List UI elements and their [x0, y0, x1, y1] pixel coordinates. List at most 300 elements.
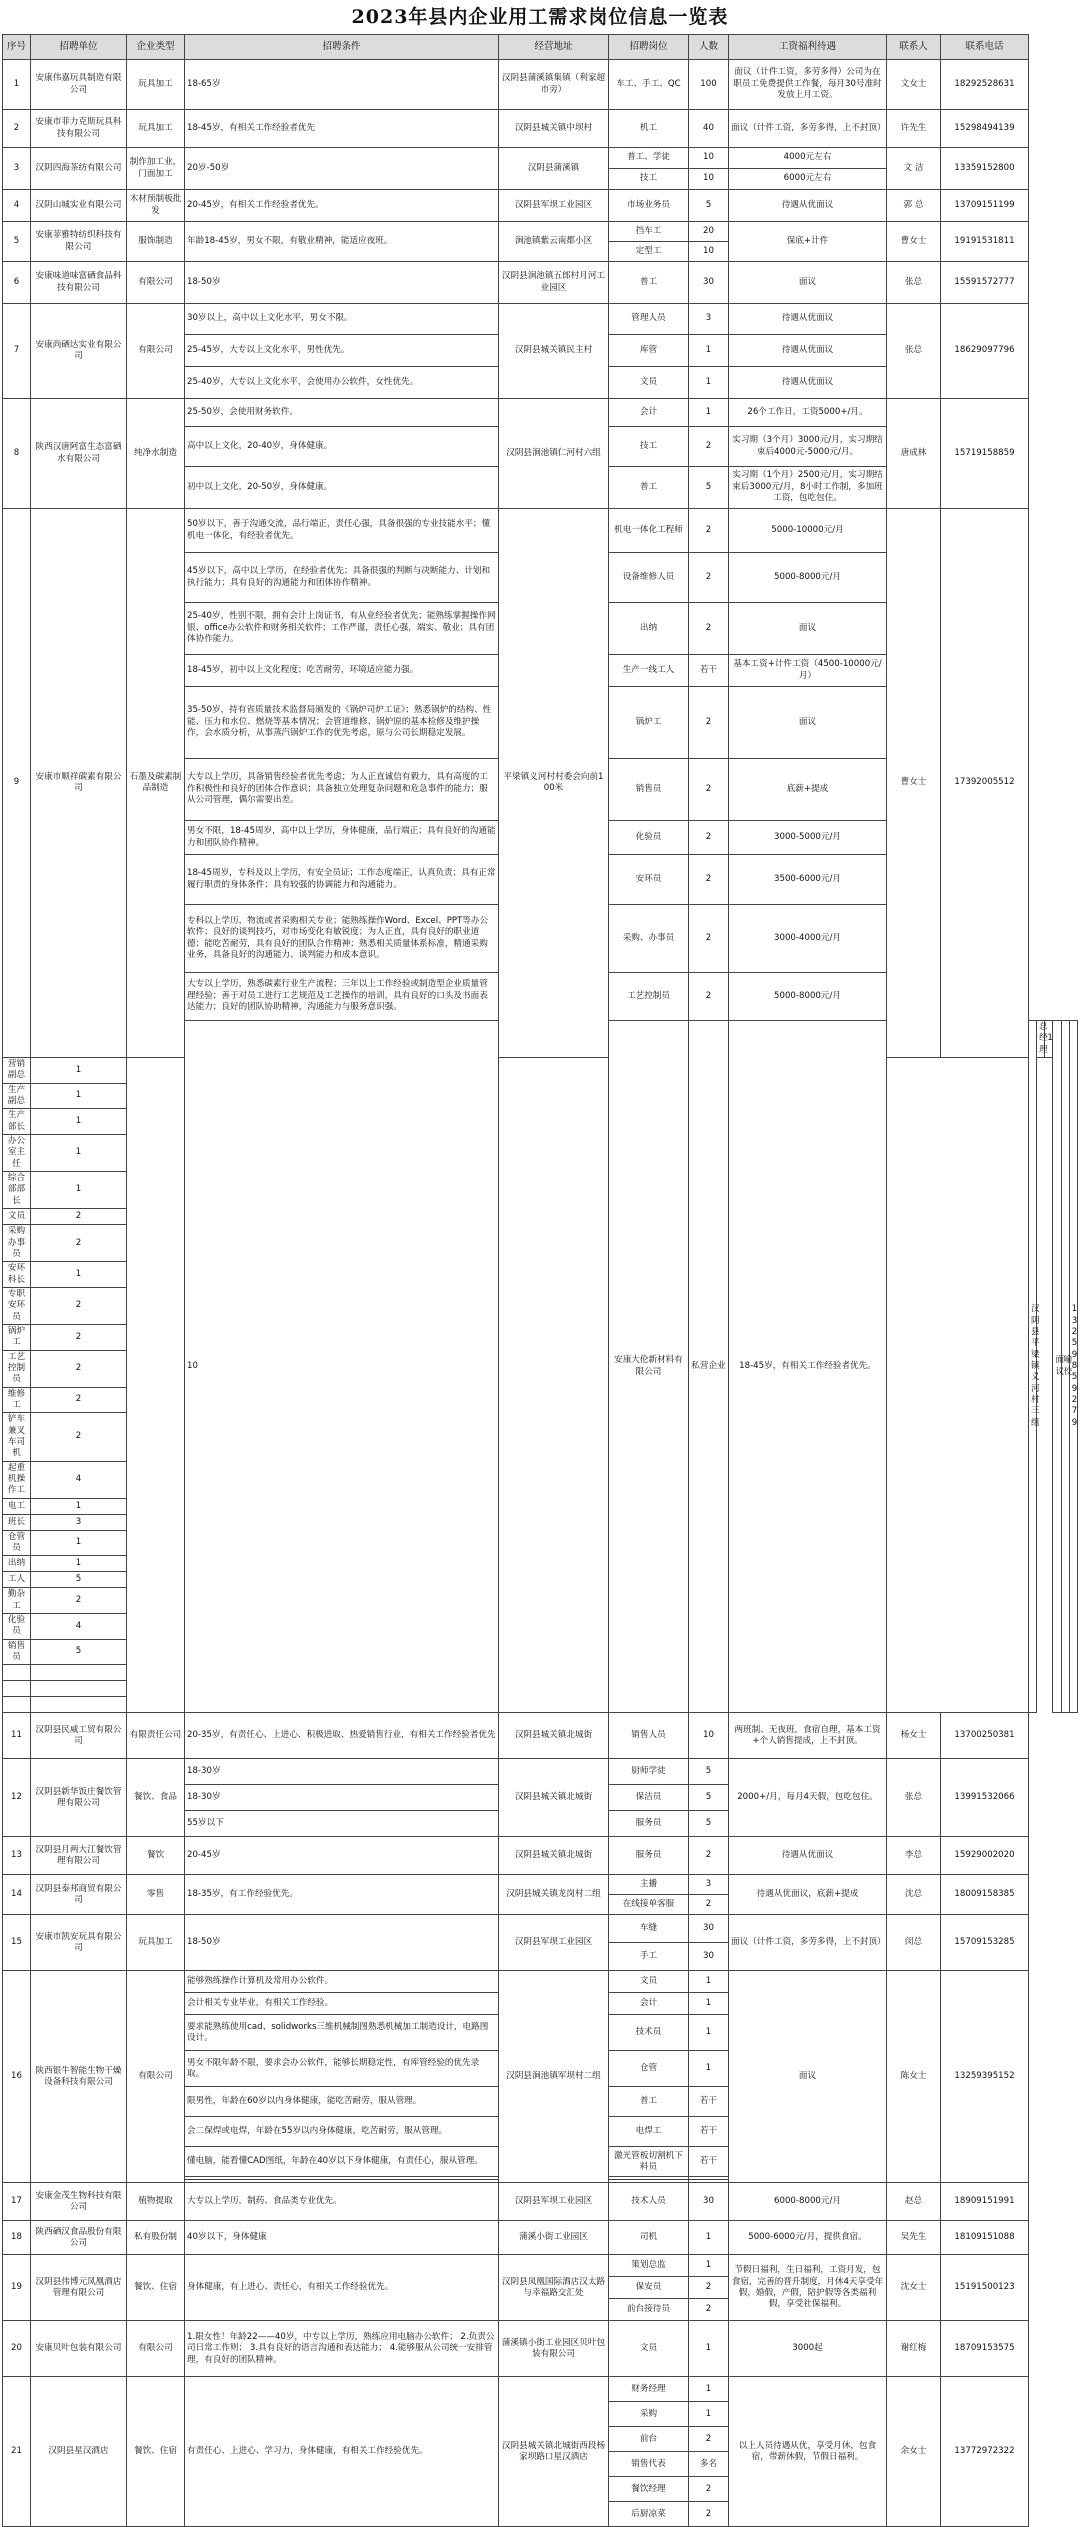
requirements-cell: 专科以上学历，物流或者采购相关专业；能熟练操作Word、Excel、PPT等办公软件；良好的谈判技巧，对市场变化有敏锐度；为人正直，具有良好的职业道德；能吃苦耐劳，具有良好的团队合作精神；熟悉相关质量体系标准，精通采购业务，具备良好的沟通能力、谈判能力和成本意识。 [185, 905, 499, 973]
salary-cell: 面议 [729, 262, 887, 304]
table-row [3, 1681, 1078, 1697]
position-cell: 安环员 [609, 855, 689, 905]
position-cell: 后厨凉菜 [609, 2502, 689, 2527]
position-cell: 车缝 [609, 1915, 689, 1943]
phone-cell: 18709153575 [941, 2321, 1029, 2377]
salary-cell: 面议 [729, 603, 887, 655]
table-row [3, 1225, 1078, 1262]
count-cell: 2 [689, 821, 729, 855]
company-cell: 安康味道味富硒食品科技有限公司 [31, 262, 127, 304]
count-cell: 2 [689, 973, 729, 1021]
position-cell: 服务员 [609, 1811, 689, 1837]
salary-cell: 待遇从优面议 [729, 335, 887, 367]
table-row [3, 148, 1078, 169]
company-cell: 汉阴县新华饭庄餐饮管理有限公司 [31, 1759, 127, 1837]
position-cell: 技工 [609, 169, 689, 190]
table-row [3, 1058, 1078, 1084]
seq-cell: 4 [3, 190, 31, 222]
table-row [3, 2377, 1078, 2402]
count-cell: 10 [689, 1713, 729, 1759]
table-row [3, 1875, 1078, 1895]
salary-cell: 面议 [729, 1971, 887, 2183]
seq-cell: 班长 [3, 1514, 31, 1530]
address-cell: 汉阴县城关镇中坝村 [499, 110, 609, 148]
company-cell [31, 1681, 127, 1697]
position-cell: 普工 [609, 2087, 689, 2117]
count-cell: 5 [689, 1759, 729, 1785]
table-row [3, 1588, 1078, 1614]
seq-cell: 电工 [3, 1498, 31, 1514]
table-row [3, 110, 1078, 148]
table-cell: 汉阴县平梁镇义河村三组 [1029, 1021, 1037, 1713]
requirements-cell: 1.限女性！年龄22——40岁，中专以上学历，熟练应用电脑办公软件； 2.负责公司日常工作则； 3.具有良好的语言沟通和表达能力； 4.能够服从公司统一安排管理，有良好的团队精神。 [185, 2321, 499, 2377]
phone-cell: 18009158385 [941, 1875, 1029, 1915]
requirements-cell: 50岁以下，善于沟通交流，品行端正，责任心强，具备很强的专业技能水平；懂机电一体化，有经验者优先。 [185, 509, 499, 553]
requirements-cell: 20-45岁 [185, 1837, 499, 1875]
salary-cell: 3500-6000元/月 [729, 855, 887, 905]
seq-cell: 工人 [3, 1572, 31, 1588]
count-cell: 2 [689, 1837, 729, 1875]
position-cell: 采购 [609, 2402, 689, 2427]
address-cell: 汉阴县城关镇北城街 [499, 1837, 609, 1875]
seq-cell: 锅炉工 [3, 1324, 31, 1350]
phone-cell: 13700250381 [941, 1713, 1029, 1759]
count-cell: 100 [689, 60, 729, 110]
seq-cell: 5 [3, 222, 31, 262]
table-row [3, 262, 1078, 304]
requirements-cell: 45岁以下，高中以上学历，在经验者优先；具备很强的判断与决断能力、计划和执行能力；具有良好的沟通能力和团体协作精神。 [185, 553, 499, 603]
position-cell: 机电一体化工程师 [609, 509, 689, 553]
position-cell: 会计 [609, 1993, 689, 2015]
salary-cell: 面议（计件工资，多劳多得，上不封顶） [729, 1915, 887, 1971]
table-row [3, 1697, 1078, 1713]
position-cell: 普工 [609, 262, 689, 304]
seq-cell: 仓管员 [3, 1530, 31, 1556]
requirements-cell: 20岁-50岁 [185, 148, 499, 190]
count-cell: 若干 [689, 2147, 729, 2177]
count-cell: 30 [689, 1915, 729, 1943]
table-row [3, 1350, 1078, 1387]
seq-cell: 办公室主任 [3, 1135, 31, 1172]
table-row [3, 190, 1078, 222]
count-cell: 2 [689, 2477, 729, 2502]
company-cell [31, 1665, 127, 1681]
address-cell: 汉阴县军坝工业园区 [499, 2183, 609, 2221]
requirements-cell: 40岁以下，身体健康 [185, 2221, 499, 2255]
address-cell: 汉阴县蒲溪镇 [499, 148, 609, 190]
company-cell: 汉阴县伟博元凤凰酒店管理有限公司 [31, 2255, 127, 2321]
type-cell: 有限公司 [127, 1971, 185, 2183]
position-cell: 文员 [609, 1971, 689, 1993]
seq-cell: 9 [3, 509, 31, 1058]
position-cell: 化验员 [609, 821, 689, 855]
type-cell: 制作加工业，门面加工 [127, 148, 185, 190]
requirements-cell: 20-45岁，有相关工作经验者优先。 [185, 190, 499, 222]
salary-cell: 5000-8000元/月 [729, 553, 887, 603]
position-cell: 文员 [609, 367, 689, 399]
salary-cell: 3000起 [729, 2321, 887, 2377]
count-cell: 10 [689, 148, 729, 169]
company-cell: 安康市菲力克斯玩具科技有限公司 [31, 110, 127, 148]
type-cell: 植物提取 [127, 2183, 185, 2221]
count-cell: 若干 [689, 2087, 729, 2117]
position-cell: 出纳 [609, 603, 689, 655]
position-cell: 技术人员 [609, 2183, 689, 2221]
phone-cell: 19191531811 [941, 222, 1029, 262]
company-cell: 4 [31, 1614, 127, 1640]
type-cell: 玩具加工 [127, 110, 185, 148]
phone-cell: 18909151991 [941, 2183, 1029, 2221]
count-cell: 1 [689, 2402, 729, 2427]
company-cell: 汉阴县星汉酒店 [31, 2377, 127, 2527]
table-cell: 喻佼 [1061, 1021, 1069, 1713]
company-cell: 陕西硒汉食品股份有限公司 [31, 2221, 127, 2255]
count-cell: 3 [689, 304, 729, 335]
table-row [3, 1837, 1078, 1875]
seq-cell: 2 [3, 110, 31, 148]
count-cell: 1 [689, 1993, 729, 2015]
table-row [3, 399, 1078, 427]
seq-cell: 11 [3, 1713, 31, 1759]
seq-cell: 12 [3, 1759, 31, 1837]
requirements-cell: 18-30岁 [185, 1785, 499, 1811]
table-row [3, 1172, 1078, 1209]
count-cell: 1 [689, 367, 729, 399]
contact-cell: 闵总 [887, 1915, 941, 1971]
header-cell: 工资福利待遇 [729, 35, 887, 60]
seq-cell [3, 1681, 31, 1697]
position-cell: 保安员 [609, 2277, 689, 2299]
salary-cell: 面议 [729, 687, 887, 759]
position-cell: 服务员 [609, 1837, 689, 1875]
position-cell: 市场业务员 [609, 190, 689, 222]
header-cell: 联系电话 [941, 35, 1029, 60]
seq-cell [3, 1665, 31, 1681]
requirements-cell: 年龄18-45岁，男女不限，有敬业精神，能适应夜班。 [185, 222, 499, 262]
company-cell: 2 [31, 1225, 127, 1262]
company-cell [31, 1697, 127, 1713]
seq-cell: 16 [3, 1971, 31, 2183]
company-cell: 安康伟嘉玩具制造有限公司 [31, 60, 127, 110]
address-cell: 汉阴县军坝工业园区 [499, 1915, 609, 1971]
table-row [3, 1915, 1078, 1943]
salary-cell: 5000-8000元/月 [729, 973, 887, 1021]
company-cell: 1 [31, 1135, 127, 1172]
salary-cell: 3000-4000元/月 [729, 905, 887, 973]
contact-cell: 杨女士 [887, 1713, 941, 1759]
table-row [3, 1514, 1078, 1530]
table-row [3, 60, 1078, 110]
table-row [3, 1971, 1078, 1993]
count-cell: 2 [689, 509, 729, 553]
count-cell: 2 [689, 759, 729, 821]
requirements-cell: 55岁以下 [185, 1811, 499, 1837]
seq-cell: 起重机操作工 [3, 1461, 31, 1498]
phone-cell: 13259395152 [941, 1971, 1029, 2183]
requirements-cell: 18-35岁，有工作经验优先。 [185, 1875, 499, 1915]
company-cell: 安康菲雅特纺织科技有限公司 [31, 222, 127, 262]
count-cell: 2 [689, 603, 729, 655]
position-cell: 销售人员 [609, 1713, 689, 1759]
position-cell: 技工 [609, 427, 689, 467]
seq-cell: 化验员 [3, 1614, 31, 1640]
seq-cell: 工艺控制员 [3, 1350, 31, 1387]
count-cell: 5 [689, 1811, 729, 1837]
count-cell: 40 [689, 110, 729, 148]
company-cell: 1 [31, 1262, 127, 1288]
company-cell: 2 [31, 1287, 127, 1324]
type-cell: 玩具加工 [127, 1915, 185, 1971]
requirements-cell: 18-45岁，有相关工作经验者优先 [185, 110, 499, 148]
salary-cell: 3000-5000元/月 [729, 821, 887, 855]
contact-cell: 许先生 [887, 110, 941, 148]
company-cell: 安康金茂生物科技有限公司 [31, 2183, 127, 2221]
requirements-cell: 限男性，年龄在60岁以内身体健康，能吃苦耐劳，服从管理。 [185, 2087, 499, 2117]
company-cell: 陕西银牛智能生物干燥设备科技有限公司 [31, 1971, 127, 2183]
position-cell: 锅炉工 [609, 687, 689, 759]
requirements-cell: 会计相关专业毕业，有相关工作经验。 [185, 1993, 499, 2015]
position-cell: 仓管 [609, 2051, 689, 2087]
recruitment-table [2, 34, 1078, 2527]
company-cell: 3 [31, 1514, 127, 1530]
company-cell: 2 [31, 1324, 127, 1350]
salary-cell: 5000-6000元/月，提供食宿。 [729, 2221, 887, 2255]
company-cell: 汉阴县泰邦商贸有限公司 [31, 1875, 127, 1915]
company-cell: 汉阴四海茶纺有限公司 [31, 148, 127, 190]
position-cell: 在线接单客服 [609, 1895, 689, 1915]
salary-cell: 6000元左右 [729, 169, 887, 190]
company-cell: 1 [31, 1498, 127, 1514]
table-row [3, 1209, 1078, 1225]
position-cell: 工艺控制员 [609, 973, 689, 1021]
seq-cell: 铲车兼叉车司机 [3, 1413, 31, 1461]
table-row [3, 2255, 1078, 2277]
position-cell: 管理人员 [609, 304, 689, 335]
table-row [3, 1083, 1078, 1109]
table-row [3, 509, 1078, 553]
phone-cell: 18629097796 [941, 304, 1029, 399]
company-cell: 安康尚硒达实业有限公司 [31, 304, 127, 399]
seq-cell: 13 [3, 1837, 31, 1875]
seq-cell: 19 [3, 2255, 31, 2321]
count-cell: 若干 [689, 655, 729, 687]
type-cell: 私有股份制 [127, 2221, 185, 2255]
type-cell: 有限公司 [127, 2321, 185, 2377]
header-cell: 经营地址 [499, 35, 609, 60]
header-cell: 招聘单位 [31, 35, 127, 60]
address-cell: 蒲溪小街工业园区 [499, 2221, 609, 2255]
phone-cell: 15929002020 [941, 1837, 1029, 1875]
address-cell: 汉阴县城关镇北城街 [499, 1713, 609, 1759]
requirements-cell: 大专以上学历，制药、食品类专业优先。 [185, 2183, 499, 2221]
table-header-row [3, 35, 1078, 60]
count-cell: 1 [689, 2255, 729, 2277]
position-cell: 电焊工 [609, 2117, 689, 2147]
address-cell: 汉阴县蒲溪镇集镇（利家超市旁） [499, 60, 609, 110]
position-cell: 主播 [609, 1875, 689, 1895]
salary-cell: 待遇从优面议 [729, 1837, 887, 1875]
position-cell: 安康大伦新材料有限公司 [609, 1021, 689, 1713]
count-cell: 2 [689, 2299, 729, 2321]
contact-cell: 曹女士 [887, 509, 941, 1058]
position-cell: 司机 [609, 2221, 689, 2255]
count-cell: 若干 [689, 2117, 729, 2147]
salary-cell: 面议（计件工资，多劳多得）公司为在职员工免费提供工作餐，每月30号准时发放上月工资。 [729, 60, 887, 110]
company-cell: 2 [31, 1350, 127, 1387]
table-cell: 面议 [1053, 1021, 1061, 1713]
company-cell: 汉阴山城实业有限公司 [31, 190, 127, 222]
table-body [3, 60, 1078, 2527]
table-row [3, 2221, 1078, 2255]
requirements-cell: 有责任心、上进心、学习力，身体健康，有相关工作经验优先。 [185, 2377, 499, 2527]
table-row [3, 1498, 1078, 1514]
seq-cell: 维修工 [3, 1387, 31, 1413]
seq-cell: 生产部长 [3, 1109, 31, 1135]
address-cell: 汉阴县涧池镇军坝村二组 [499, 1971, 609, 2183]
table-row [3, 1387, 1078, 1413]
seq-cell: 15 [3, 1915, 31, 1971]
table-row [3, 2183, 1078, 2221]
position-cell: 文员 [609, 2321, 689, 2377]
contact-cell: 郭 总 [887, 190, 941, 222]
contact-cell: 沈女士 [887, 2255, 941, 2321]
seq-cell: 6 [3, 262, 31, 304]
phone-cell: 18292528631 [941, 60, 1029, 110]
phone-cell: 13709151199 [941, 190, 1029, 222]
count-cell: 2 [689, 2502, 729, 2527]
address-cell: 平梁镇义河村村委会向前100米 [499, 509, 609, 1058]
table-row [3, 304, 1078, 335]
position-cell: 定型工 [609, 242, 689, 262]
contact-cell: 曹女士 [887, 222, 941, 262]
requirements-cell: 大专以上学历，具备销售经验者优先考虑；为人正直诚信有毅力，具有高度的工作积极性和良好的团体合作意识；具备独立处理复杂问题和危急事件的能力；服从公司管理，偶尔需要出差。 [185, 759, 499, 821]
type-cell: 餐饮、食品 [127, 1759, 185, 1837]
count-cell: 1 [689, 335, 729, 367]
count-cell: 2 [689, 905, 729, 973]
position-cell: 机工 [609, 110, 689, 148]
phone-cell: 13991532066 [941, 1759, 1029, 1837]
salary-cell: 待遇从优面议 [729, 367, 887, 399]
seq-cell: 文员 [3, 1209, 31, 1225]
count-cell: 30 [689, 1943, 729, 1971]
salary-cell: 两班制、无夜班，食宿自理，基本工资+个人销售提成，上不封顶。 [729, 1713, 887, 1759]
type-cell: 玩具加工 [127, 60, 185, 110]
table-row [3, 1665, 1078, 1681]
salary-cell: 26个工作日，工资5000+/月。 [729, 399, 887, 427]
type-cell: 餐饮、住宿 [127, 2255, 185, 2321]
seq-cell: 1 [3, 60, 31, 110]
count-cell: 私营企业 [689, 1021, 729, 1713]
table-cell: 13259859279 [1069, 1021, 1077, 1713]
type-cell: 餐饮、住宿 [127, 2377, 185, 2527]
position-cell: 设备维修人员 [609, 553, 689, 603]
phone-cell: 17392005512 [941, 509, 1029, 1058]
table-row [3, 222, 1078, 242]
company-cell: 2 [31, 1413, 127, 1461]
count-cell: 10 [689, 169, 729, 190]
seq-cell: 综合部部长 [3, 1172, 31, 1209]
address-cell: 汉阴县凤凰国际酒店汉太路与幸福路交汇处 [499, 2255, 609, 2321]
table-row [3, 1324, 1078, 1350]
seq-cell: 7 [3, 304, 31, 399]
contact-cell: 沈总 [887, 1875, 941, 1915]
address-cell: 汉阴县城关镇北城街西段杨家坝路口星汉酒店 [499, 2377, 609, 2527]
company-cell: 安康市顺祥碳素有限公司 [31, 509, 127, 1058]
phone-cell: 13772972322 [941, 2377, 1029, 2527]
position-cell: 挡车工 [609, 222, 689, 242]
address-cell: 汉阴县涧池镇仁河村六组 [499, 399, 609, 509]
count-cell: 2 [689, 427, 729, 467]
document-title: 2023年县内企业用工需求岗位信息一览表 [351, 6, 729, 28]
position-cell: 会计 [609, 399, 689, 427]
type-cell: 有限公司 [127, 304, 185, 399]
seq-cell: 生产副总 [3, 1083, 31, 1109]
company-cell: 2 [31, 1209, 127, 1225]
count-cell: 1 [689, 2321, 729, 2377]
table-row [3, 1639, 1078, 1665]
table-row [3, 1530, 1078, 1556]
seq-cell: 采购办事员 [3, 1225, 31, 1262]
salary-cell: 保底+计件 [729, 222, 887, 262]
company-cell: 2 [31, 1387, 127, 1413]
count-cell: 1 [689, 1971, 729, 1993]
contact-cell: 吴先生 [887, 2221, 941, 2255]
phone-cell: 13359152800 [941, 148, 1029, 190]
position-cell: 车工、手工、QC [609, 60, 689, 110]
seq-cell: 14 [3, 1875, 31, 1915]
seq-cell: 专职安环员 [3, 1287, 31, 1324]
company-cell: 5 [31, 1572, 127, 1588]
count-cell: 3 [689, 1875, 729, 1895]
salary-cell: 5000-10000元/月 [729, 509, 887, 553]
table-row [3, 1556, 1078, 1572]
company-cell: 1 [31, 1109, 127, 1135]
address-cell: 汉阴县城关镇龙岗村二组 [499, 1875, 609, 1915]
address-cell: 汉阴县涧池镇五郎村月河工业园区 [499, 262, 609, 304]
table-row [3, 1713, 1078, 1759]
contact-cell: 张总 [887, 1759, 941, 1837]
address-cell: 蒲溪镇小街工业园区贝叶包装有限公司 [499, 2321, 609, 2377]
requirements-cell: 身体健康，有上进心、责任心，有相关工作经验优先。 [185, 2255, 499, 2321]
contact-cell: 陈女士 [887, 1971, 941, 2183]
header-cell: 人数 [689, 35, 729, 60]
seq-cell [3, 1697, 31, 1713]
requirements-cell: 初中以上文化，20-50岁，身体健康。 [185, 467, 499, 509]
header-cell: 序号 [3, 35, 31, 60]
salary-cell: 2000+/月，每月4天假，包吃包住。 [729, 1759, 887, 1837]
count-cell: 10 [689, 242, 729, 262]
company-cell: 2 [31, 1588, 127, 1614]
phone-cell: 15591572777 [941, 262, 1029, 304]
salary-cell: 实习期（3个月）3000元/月，实习期结束后4000元-5000元/月。 [729, 427, 887, 467]
table-cell: 总经理 [1037, 1021, 1045, 1058]
requirements-cell: 懂电脑，能看懂CAD图纸，年龄在40岁以下身体健康，有责任心，服从管理。 [185, 2147, 499, 2177]
position-cell: 策划总监 [609, 2255, 689, 2277]
count-cell: 2 [689, 1895, 729, 1915]
requirements-cell: 20-35岁，有责任心、上进心、积极进取、热爱销售行业，有相关工作经验者优先 [185, 1713, 499, 1759]
phone-cell: 15298494139 [941, 110, 1029, 148]
type-cell: 餐饮 [127, 1837, 185, 1875]
table-row [3, 1759, 1078, 1785]
salary-cell: 节假日福利，生日福利，工资月发，包食宿，完善的晋升制度，月休4天享受年假，婚假，产假，陪护假等各类福利假，享受社保福利。 [729, 2255, 887, 2321]
type-cell: 零售 [127, 1875, 185, 1915]
seq-cell: 销售员 [3, 1639, 31, 1665]
address-cell: 涧池镇紫云南都小区 [499, 222, 609, 262]
position-cell: 激光管板切割机下料员 [609, 2147, 689, 2177]
seq-cell: 21 [3, 2377, 31, 2527]
salary-cell: 6000-8000元/月 [729, 2183, 887, 2221]
count-cell: 2 [689, 2277, 729, 2299]
